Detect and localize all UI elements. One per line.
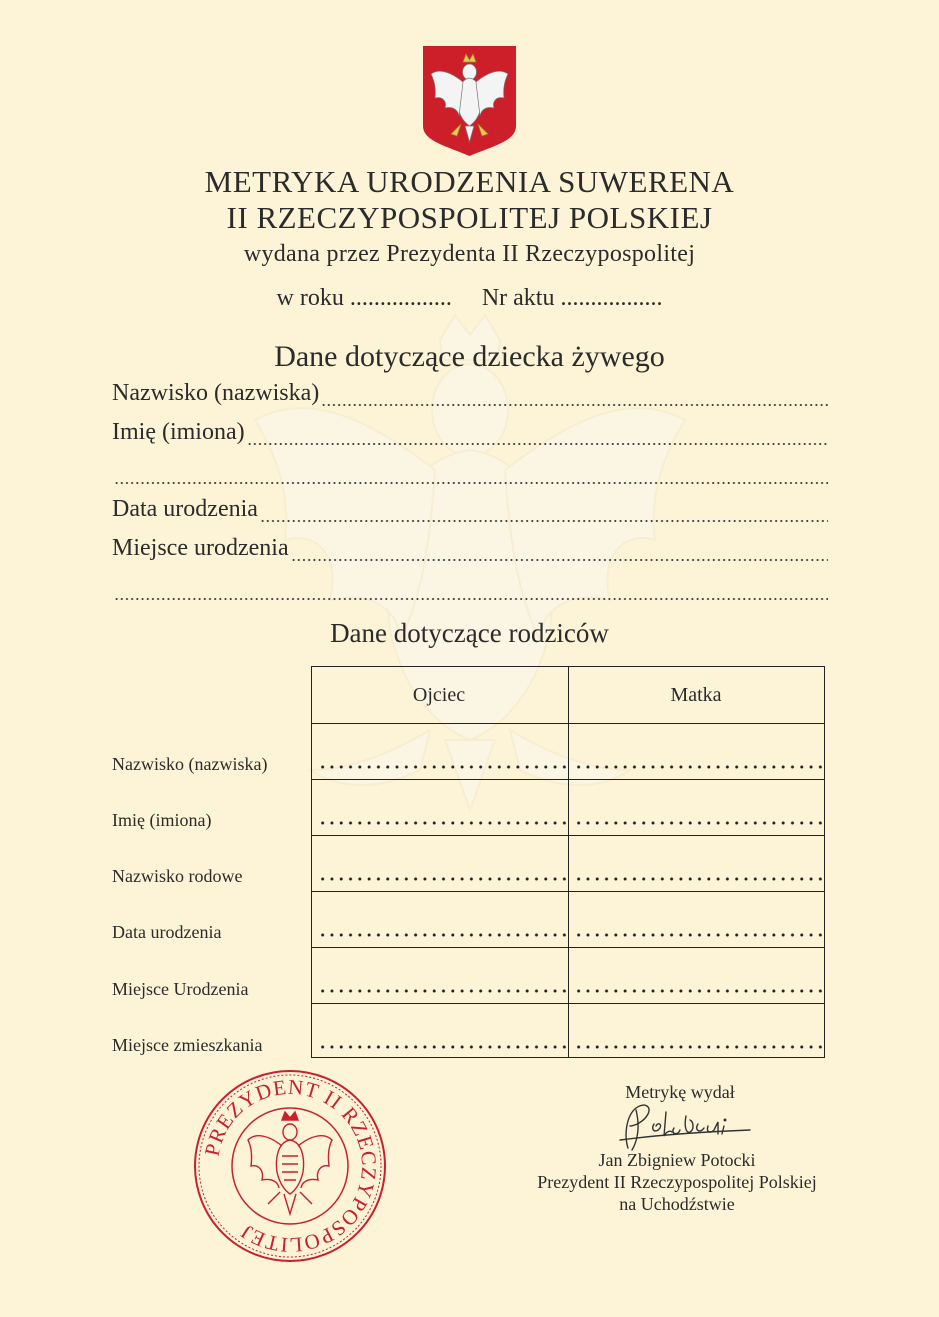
child-surname-label: Nazwisko (nazwiska) [112, 380, 320, 406]
child-birth-date-label: Data urodzenia [112, 496, 258, 522]
child-name-label: Imię (imiona) [112, 419, 245, 445]
parents-section-heading: Dane dotyczące rodziców [330, 618, 609, 648]
child-name-field[interactable] [112, 416, 828, 446]
column-header-mother: Matka [670, 684, 722, 706]
parents-table [311, 666, 825, 1058]
father-surname-cell[interactable] [318, 764, 566, 770]
row-label-surname: Nazwisko (nazwiska) [112, 754, 268, 774]
fill-line [260, 499, 828, 523]
father-birth-place-cell[interactable] [318, 988, 566, 994]
issued-by-label: Metrykę wydał [625, 1082, 735, 1102]
act-number-label: Nr aktu [481, 285, 555, 311]
row-label-residence: Miejsce zmieszkania [112, 1035, 263, 1055]
row-label-maiden-name: Nazwisko rodowe [112, 866, 243, 886]
document-title: METRYKA URODZENIA SUWERENA [204, 164, 735, 199]
mother-birth-date-cell[interactable] [574, 932, 822, 938]
row-divider [312, 779, 824, 780]
year-label: w roku [276, 285, 344, 311]
document-subtitle: wydana przez Prezydenta II Rzeczypospolitej [243, 241, 696, 267]
fill-line [321, 383, 828, 407]
mother-maiden-name-cell[interactable] [574, 876, 822, 882]
child-birth-place-field[interactable] [112, 532, 828, 562]
row-label-birth-place: Miejsce Urodzenia [112, 979, 249, 999]
child-name-continuation-field[interactable] [112, 455, 828, 485]
child-birth-place-label: Miejsce urodzenia [112, 535, 289, 561]
fill-line [291, 538, 828, 562]
act-number-field[interactable]: ................. [560, 285, 663, 311]
child-birth-place-continuation-field[interactable] [112, 571, 828, 601]
fill-line [247, 422, 828, 446]
row-divider [312, 723, 824, 724]
father-residence-cell[interactable] [318, 1044, 566, 1050]
mother-surname-cell[interactable] [574, 764, 822, 770]
column-divider [568, 667, 569, 1057]
row-divider [312, 891, 824, 892]
row-label-name: Imię (imiona) [112, 810, 212, 830]
row-label-birth-date: Data urodzenia [112, 922, 222, 942]
row-divider [312, 835, 824, 836]
year-field[interactable]: ................. [349, 285, 452, 311]
coat-of-arms-icon [423, 46, 516, 156]
signer-title: Prezydent II Rzeczypospolitej Polskiej [537, 1172, 817, 1192]
signer-location: na Uchodźstwie [619, 1194, 735, 1214]
mother-name-cell[interactable] [574, 820, 822, 826]
mother-birth-place-cell[interactable] [574, 988, 822, 994]
child-surname-field[interactable] [112, 377, 828, 407]
father-birth-date-cell[interactable] [318, 932, 566, 938]
document-title-line2: II RZECZYPOSPOLITEJ POLSKIEJ [226, 200, 713, 235]
row-divider [312, 1003, 824, 1004]
child-birth-date-field[interactable] [112, 493, 828, 523]
fill-line [114, 577, 828, 601]
fill-line [114, 461, 828, 485]
child-section-heading: Dane dotyczące dziecka żywego [274, 340, 665, 373]
column-header-father: Ojciec [412, 684, 466, 706]
row-divider [312, 947, 824, 948]
father-name-cell[interactable] [318, 820, 566, 826]
signer-name: Jan Zbigniew Potocki [598, 1150, 756, 1170]
handwritten-signature [610, 1096, 760, 1156]
father-maiden-name-cell[interactable] [318, 876, 566, 882]
year-act-line [0, 285, 939, 312]
mother-residence-cell[interactable] [574, 1044, 822, 1050]
presidential-seal-icon [192, 1068, 388, 1264]
svg-text:PREZYDENT II RZECZYPOSPOLITEJ: PREZYDENT II RZECZYPOSPOLITEJ [199, 1074, 382, 1258]
